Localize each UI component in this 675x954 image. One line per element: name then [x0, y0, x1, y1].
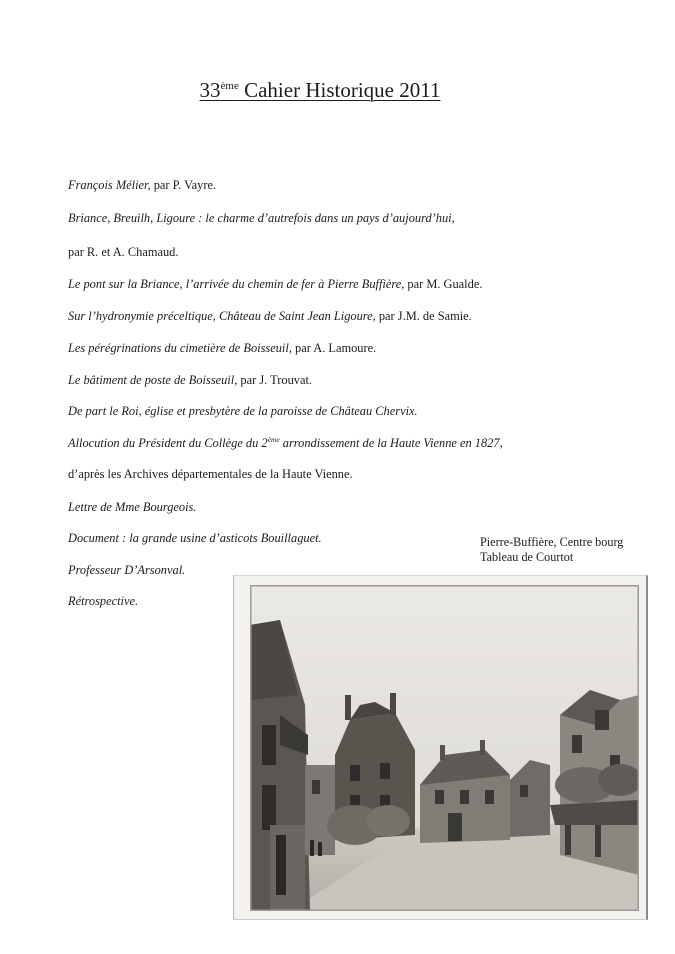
list-item: De part le Roi, église et presbytère de la paroisse de Château Chervix.: [68, 404, 418, 418]
list-item: François Mélier, par P. Vayre.: [68, 178, 217, 192]
list-item: Rétrospective.: [68, 594, 139, 608]
list-item: Document : la grande usine d’asticots Bouillaguet.: [68, 531, 322, 545]
list-item: Lettre de Mme Bourgeois.: [68, 500, 197, 514]
page-title: 33ème Cahier Historique 2011: [199, 78, 441, 102]
list-item: Briance, Breuilh, Ligoure : le charme d’autrefois dans un pays d’aujourd’hui,: [68, 211, 455, 225]
list-item: Sur l’hydronymie préceltique, Château de Saint Jean Ligoure, par J.M. de Samie.: [68, 309, 472, 323]
caption-line-location: Pierre-Buffière, Centre bourg: [480, 535, 624, 549]
village-square-photo: [250, 585, 639, 911]
caption-line-painting: Tableau de Courtot: [480, 550, 574, 564]
list-item: Le bâtiment de poste de Boisseuil, par J. Trouvat.: [68, 373, 313, 387]
list-item: d’après les Archives départementales de la Haute Vienne.: [68, 467, 353, 481]
list-item: Allocution du Président du Collège du 2ème arrondissement de la Haute Vienne en 1827,: [68, 435, 503, 451]
list-item: Professeur D’Arsonval.: [68, 563, 186, 577]
photo-caption: [480, 535, 623, 565]
list-item: Les pérégrinations du cimetière de Boisseuil, par A. Lamoure.: [68, 341, 377, 355]
list-item: Le pont sur la Briance, l’arrivée du chemin de fer à Pierre Buffière, par M. Gualde.: [68, 277, 483, 291]
list-item: par R. et A. Chamaud.: [68, 245, 179, 259]
